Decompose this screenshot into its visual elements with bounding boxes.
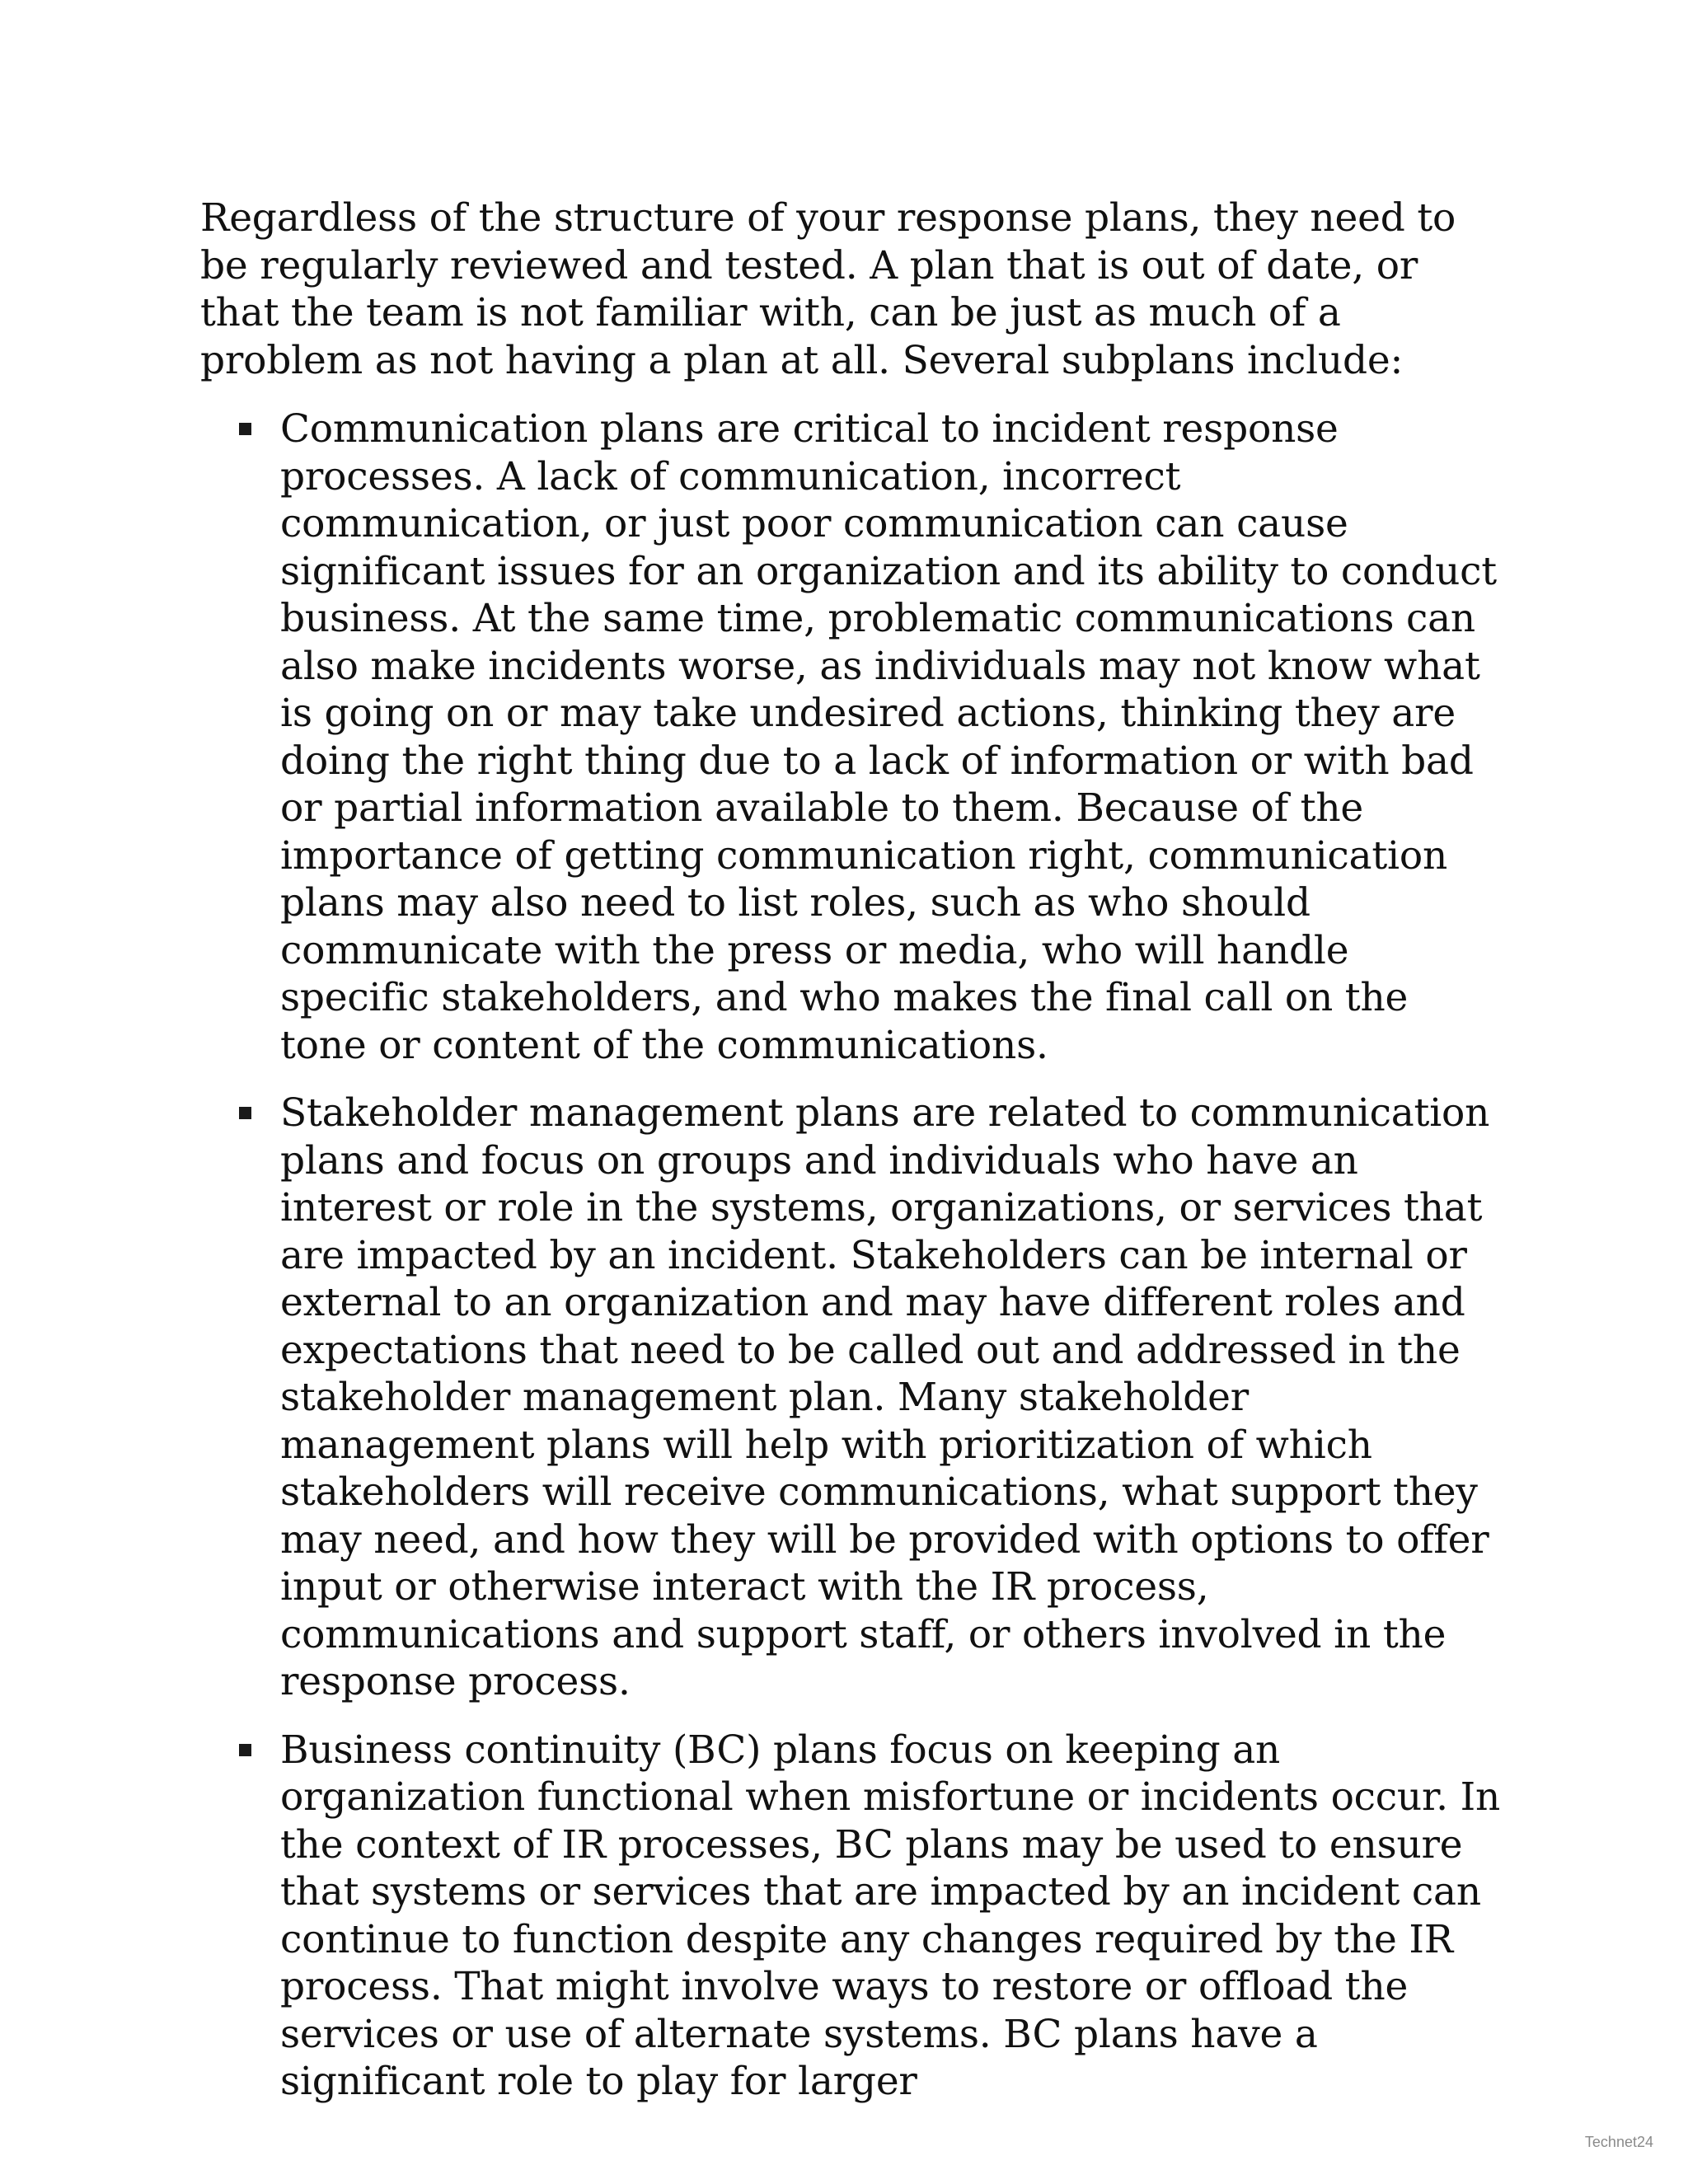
list-item-text: Business continuity (BC) plans focus on keeping an organization functional when misfortune or incidents occur. In the context of IR processes, BC plans may be used to ensure that systems or services that are impacted by an incident can continue to function despite any changes required by the IR process. That might involve ways to restore or offload the services or use of alternate systems. BC plans have a significant role to play for larger bbox=[280, 1727, 1501, 2104]
list-item-communication-plans bbox=[200, 405, 1503, 1069]
watermark: Technet24 bbox=[1584, 2134, 1653, 2150]
square-bullet-icon bbox=[239, 1107, 251, 1119]
document-body bbox=[200, 194, 1503, 2126]
intro-paragraph: Regardless of the structure of your response plans, they need to be regularly reviewed and tested. A plan that is out of date, or that the team is not familiar with, can be just as much of a problem as not having a plan at all. Several subplans include: bbox=[200, 195, 1456, 383]
square-bullet-icon bbox=[239, 1744, 251, 1756]
list-item-stakeholder-management-plans bbox=[200, 1090, 1503, 1706]
list-item-text: Stakeholder management plans are related to communication plans and focus on groups and individuals who have an interest or role in the systems, organizations, or services that are impacted by an incident. Stakeholders can be internal or external to an organization and may have different roles and expectations that need to be called out and addressed in the stakeholder management plan. Many stakeholder management plans will help with prioritization of which stakeholders will receive communications, what support they may need, and how they will be provided with options to offer input or otherwise interact with the IR process, communications and support staff, or others involved in the response process. bbox=[280, 1090, 1490, 1704]
square-bullet-icon bbox=[239, 423, 251, 435]
subplan-list bbox=[200, 405, 1503, 2106]
list-item-business-continuity-plans bbox=[200, 1727, 1503, 2106]
list-item-text: Communication plans are critical to incident response processes. A lack of communication, incorrect communication, or just poor communication can cause significant issues for an organization and its ability to conduct business. At the same time, problematic communications can also make incidents worse, as individuals may not know what is going on or may take undesired actions, thinking they are doing the right thing due to a lack of information or with bad or partial information available to them. Because of the importance of getting communication right, communication plans may also need to list roles, such as who should communicate with the press or media, who will handle specific stakeholders, and who makes the final call on the tone or content of the communications. bbox=[280, 406, 1497, 1068]
